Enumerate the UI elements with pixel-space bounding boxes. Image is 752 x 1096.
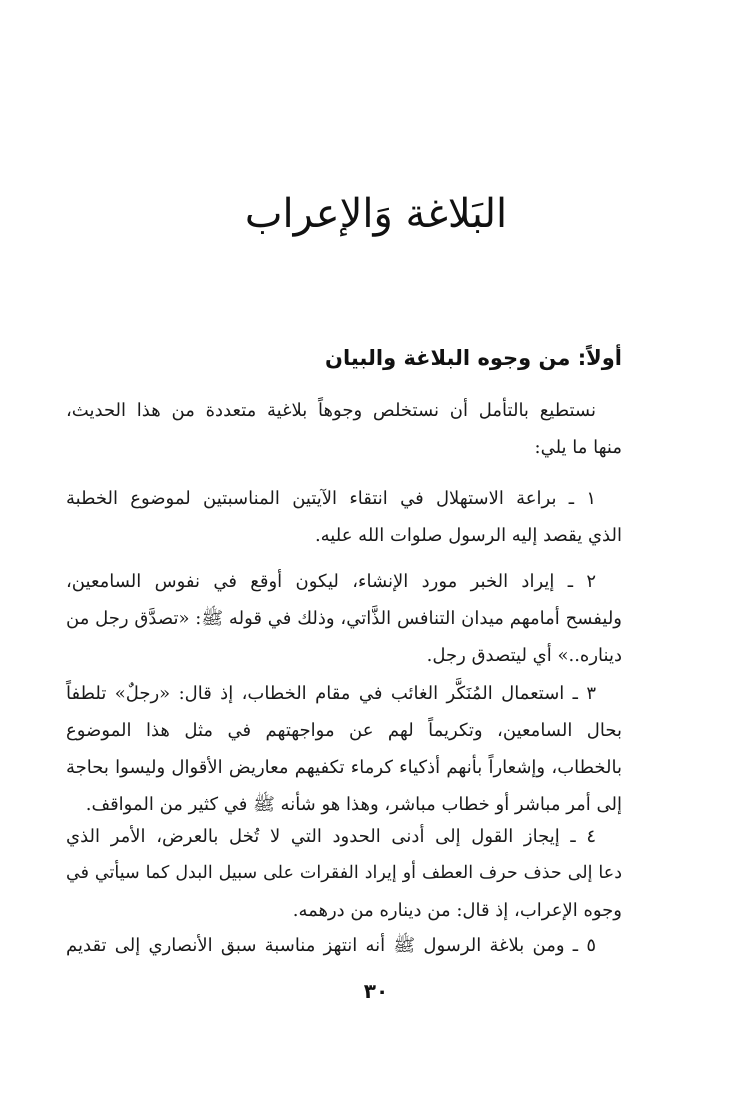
point-2-paragraph xyxy=(66,563,622,674)
page-number: ٣٠ xyxy=(363,979,389,1003)
paragraph-line: ١ ـ براعة الاستهلال في انتقاء الآيتين المناسبتين لموضوع الخطبة xyxy=(66,488,596,509)
paragraph-line: ٥ ـ ومن بلاغة الرسول ﷺ أنه انتهز مناسبة سبق الأنصاري إلى تقديم xyxy=(66,935,596,956)
intro-paragraph xyxy=(66,392,622,466)
point-3-paragraph xyxy=(66,675,622,823)
paragraph-line: نستطيع بالتأمل أن نستخلص وجوهاً بلاغية متعددة من هذا الحديث، xyxy=(66,400,596,421)
paragraph-line: إلى أمر مباشر أو خطاب مباشر، وهذا هو شأنه ﷺ في كثير من المواقف. xyxy=(85,794,622,815)
paragraph-line: ديناره..» أي ليتصدق رجل. xyxy=(426,645,622,666)
paragraph-line: دعا إلى حذف حرف العطف أو إيراد الفقرات على سبيل البدل كما سيأتي في xyxy=(66,863,622,883)
section-heading: أولاً: من وجوه البلاغة والبيان xyxy=(325,346,622,370)
paragraph-line: بالخطاب، وإشعاراً بأنهم أذكياء كرماء تكفيهم معاريض الأقوال وليسوا بحاجة xyxy=(66,757,622,778)
point-4-paragraph xyxy=(66,818,622,929)
paragraph-line: منها ما يلي: xyxy=(534,437,622,458)
point-1-paragraph xyxy=(66,480,622,554)
point-5-paragraph xyxy=(66,927,622,964)
paragraph-line: بحال السامعين، وتكريماً لهم عن مواجهتهم في مثل هذا الموضوع xyxy=(66,720,622,741)
paragraph-line: ٢ ـ إيراد الخبر مورد الإنشاء، ليكون أوقع في نفوس السامعين، xyxy=(66,571,596,592)
chapter-title: البَلاغة وَالإعراب xyxy=(244,191,508,237)
paragraph-line: الذي يقصد إليه الرسول صلوات الله عليه. xyxy=(314,525,622,546)
paragraph-line: وليفسح أمامهم ميدان التنافس الذَّاتي، وذلك في قوله ﷺ: «تصدَّق رجل من xyxy=(66,608,622,629)
paragraph-line: ٤ ـ إيجاز القول إلى أدنى الحدود التي لا تُخل بالعرض، الأمر الذي xyxy=(66,826,596,847)
paragraph-line: ٣ ـ استعمال المُنَكَّر الغائب في مقام الخطاب، إذ قال: «رجلٌ» تلطفاً xyxy=(66,683,596,704)
paragraph-line: وجوه الإعراب، إذ قال: من ديناره من درهمه. xyxy=(292,900,622,921)
